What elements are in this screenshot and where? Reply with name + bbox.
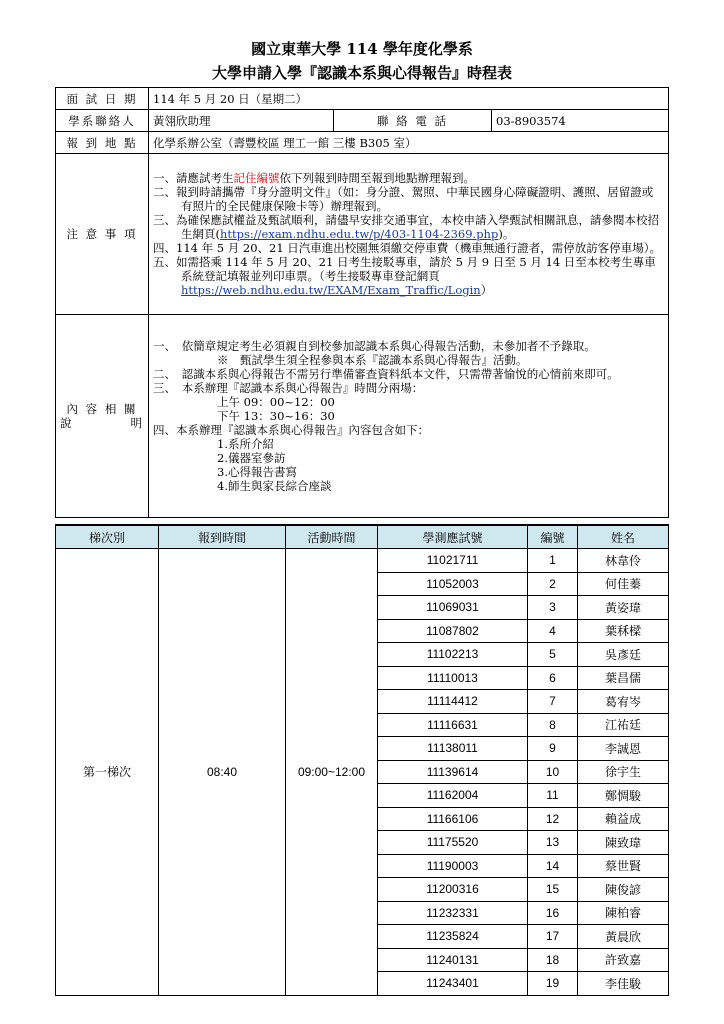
name-cell: 葉昌儒 <box>578 666 669 690</box>
contact-label: 學系聯絡人 <box>56 110 149 132</box>
number-cell: 2 <box>528 572 578 596</box>
name-cell: 徐宇生 <box>578 760 669 784</box>
number-cell: 5 <box>528 643 578 667</box>
name-cell: 陳柏睿 <box>578 901 669 925</box>
name-cell: 鄭惆駿 <box>578 784 669 808</box>
number-cell: 6 <box>528 666 578 690</box>
content-1: 一、 依簡章規定考生必須親自到校參加認識本系與心得報告活動，未參加者不予錄取。 ※ 甄試學生須全程參與本系『認識本系與心得報告』活動。 <box>153 339 596 367</box>
info-table <box>55 87 669 518</box>
place-value: 化學系辦公室（壽豐校區 理工一館 三樓 B305 室） <box>149 132 669 154</box>
exam-id-cell: 11116631 <box>378 713 528 737</box>
document-title: 國立東華大學 114 學年度化學系 <box>251 40 473 58</box>
exam-id-cell: 11235824 <box>378 925 528 949</box>
exam-id-cell: 11087802 <box>378 619 528 643</box>
exam-info-link[interactable]: https://exam.ndhu.edu.tw/p/403-1104-2369.php <box>220 227 499 241</box>
name-cell: 陳致瑋 <box>578 831 669 855</box>
exam-id-cell: 11162004 <box>378 784 528 808</box>
date-value: 114 年 5 月 20 日（星期二） <box>149 88 669 110</box>
number-cell: 17 <box>528 925 578 949</box>
number-cell: 10 <box>528 760 578 784</box>
header-name: 姓名 <box>578 525 669 549</box>
exam-id-cell: 11069031 <box>378 596 528 620</box>
phone-label: 聯 絡 電 話 <box>334 110 492 132</box>
activity-time-cell: 09:00~12:00 <box>286 549 378 996</box>
number-cell: 19 <box>528 972 578 996</box>
number-cell: 11 <box>528 784 578 808</box>
schedule-table <box>55 524 669 996</box>
number-cell: 4 <box>528 619 578 643</box>
header-exam-id: 學測應試號 <box>378 525 528 549</box>
header-checkin: 報到時間 <box>159 525 286 549</box>
note-4: 四、114 年 5 月 20、21 日汽車進出校園無須繳交停車費（機車無通行證者，需停放訪客停車場）。 <box>153 241 662 255</box>
content-2: 二、 認識本系與心得報告不需另行準備審查資料紙本文件，只需帶著愉悅的心情前來即可。 <box>153 367 619 381</box>
notes-content <box>149 154 669 315</box>
note-2: 二、報到時請攜帶『身分證明文件』（如：身分證、駕照、中華民國身心障礙證明、護照、居留證或有照片的全民健康保險卡等）辦理報到。 <box>153 185 654 213</box>
name-cell: 林韋伶 <box>578 549 669 573</box>
table-row <box>56 549 669 573</box>
number-cell: 8 <box>528 713 578 737</box>
exam-id-cell: 11110013 <box>378 666 528 690</box>
name-cell: 吳彥廷 <box>578 643 669 667</box>
name-cell: 李佳駿 <box>578 972 669 996</box>
exam-id-cell: 11240131 <box>378 948 528 972</box>
exam-id-cell: 11052003 <box>378 572 528 596</box>
content-4: 四、本系辦理『認識本系與心得報告』內容包含如下： 1.系所介紹 2.儀器室參訪 3.心得報告書寫 4.師生與家長綜合座談 <box>153 423 429 493</box>
number-cell: 12 <box>528 807 578 831</box>
exam-id-cell: 11139614 <box>378 760 528 784</box>
exam-id-cell: 11243401 <box>378 972 528 996</box>
exam-id-cell: 11190003 <box>378 854 528 878</box>
exam-id-cell: 11175520 <box>378 831 528 855</box>
phone-value: 03-8903574 <box>492 110 669 132</box>
number-cell: 13 <box>528 831 578 855</box>
content-label: 內 容 相 關 說 明 <box>56 315 149 518</box>
name-cell: 陳俊諺 <box>578 878 669 902</box>
name-cell: 許致嘉 <box>578 948 669 972</box>
number-cell: 7 <box>528 690 578 714</box>
checkin-time-cell: 08:40 <box>159 549 286 996</box>
name-cell: 黃姿瑋 <box>578 596 669 620</box>
content-details <box>149 315 669 518</box>
date-label: 面 試 日 期 <box>56 88 149 110</box>
number-cell: 15 <box>528 878 578 902</box>
number-cell: 16 <box>528 901 578 925</box>
name-cell: 葉秝樑 <box>578 619 669 643</box>
exam-id-cell: 11114412 <box>378 690 528 714</box>
place-label: 報 到 地 點 <box>56 132 149 154</box>
note-5: 五、如需搭乘 114 年 5 月 20、21 日考生接駁專車，請於 5 月 9 日至 5 月 14 日至本校考生專車系統登記填報並列印車票。（考生接駁專車登記網頁https://web.ndhu.edu.tw/EXAM/Exam_Traffic/Login） <box>153 255 656 297</box>
content-3: 三、 本系辦理『認識本系與心得報告』時間分兩場： 上午 09：00~12：00 下午 13：30~16：30 <box>153 381 424 423</box>
name-cell: 何佳蓁 <box>578 572 669 596</box>
number-cell: 9 <box>528 737 578 761</box>
name-cell: 葛宥岑 <box>578 690 669 714</box>
name-cell: 賴益成 <box>578 807 669 831</box>
exam-id-cell: 11021711 <box>378 549 528 573</box>
batch-cell: 第一梯次 <box>56 549 159 996</box>
name-cell: 黃晨欣 <box>578 925 669 949</box>
note-3: 三、為確保應試權益及甄試順利，請儘早安排交通事宜，本校申請入學甄試相關訊息，請參閱本校招生網頁(https://exam.ndhu.edu.tw/p/403-1104-2369.php)。 <box>153 213 659 241</box>
document-subtitle: 大學申請入學『認識本系與心得報告』時程表 <box>211 64 512 82</box>
number-cell: 3 <box>528 596 578 620</box>
header-batch: 梯次別 <box>56 525 159 549</box>
number-cell: 18 <box>528 948 578 972</box>
note-1: 一、請應試考生記住編號依下列報到時間至報到地點辦理報到。 <box>153 171 475 185</box>
exam-id-cell: 11138011 <box>378 737 528 761</box>
shuttle-registration-link[interactable]: https://web.ndhu.edu.tw/EXAM/Exam_Traffic/Login <box>181 283 481 297</box>
notes-label: 注 意 事 項 <box>56 154 149 315</box>
number-cell: 1 <box>528 549 578 573</box>
header-number: 編號 <box>528 525 578 549</box>
name-cell: 李誠恩 <box>578 737 669 761</box>
exam-id-cell: 11166106 <box>378 807 528 831</box>
exam-id-cell: 11102213 <box>378 643 528 667</box>
name-cell: 江祐廷 <box>578 713 669 737</box>
number-cell: 14 <box>528 854 578 878</box>
exam-id-cell: 11200316 <box>378 878 528 902</box>
header-activity: 活動時間 <box>286 525 378 549</box>
note-1-highlight: 記住編號 <box>233 171 280 185</box>
name-cell: 蔡世賢 <box>578 854 669 878</box>
exam-id-cell: 11232331 <box>378 901 528 925</box>
contact-value: 黃翎欣助理 <box>149 110 334 132</box>
